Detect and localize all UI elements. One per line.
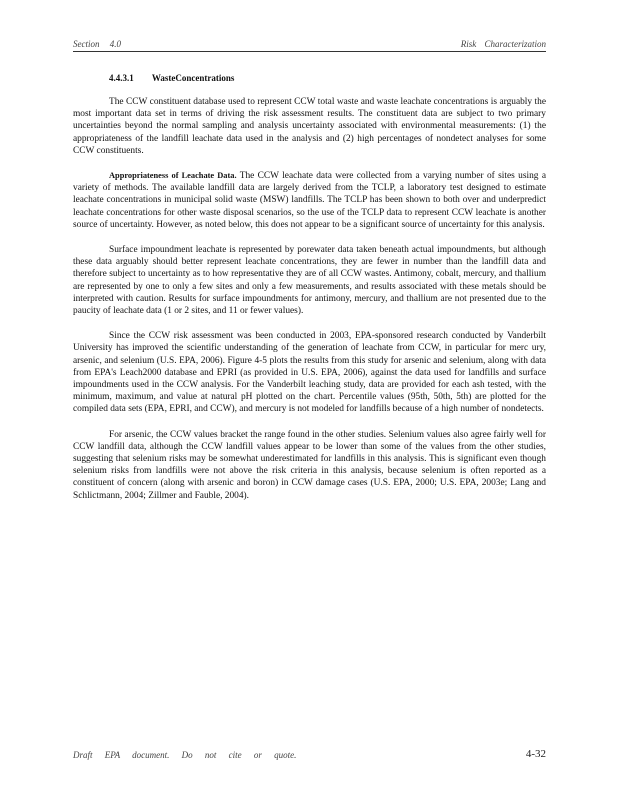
paragraph-text: The CCW leachate data were collected from a varying number of sites using a variety of methods. The available landfill data are largely derived from the TCLP, a laboratory test designed to estimate leachate concentrations in municipal solid waste (MSW) landfills. The TCLP has been shown to both over and underpredict leachate concentrations for other waste disposal scenarios, so the use of the TCLP data to represent CCW leachate is another source of uncertainty. However, as noted below, this does not appear to be a significant source of uncertainty for this analysis. <box>73 171 546 230</box>
section-heading <box>109 73 234 83</box>
header-chapter-title: Risk Characterization <box>460 39 546 49</box>
paragraph: The CCW constituent database used to represent CCW total waste and waste leachate concentrations is arguably the most important data set in terms of driving the risk assessment results. The constituent data are subject to two primary uncertainties beyond the normal sampling and analysis uncertainty associated with environmental measurements: (1) the appropriateness of the landfill leachate data used in the analysis and (2) high percentages of nondetect analyses for some CCW constituents. <box>73 97 546 156</box>
body-text <box>73 96 546 515</box>
page-number: 4-32 <box>525 748 546 760</box>
section-title: WasteConcentrations <box>151 73 235 83</box>
section-number: 4.4.3.1 <box>109 73 134 83</box>
header-section-label: Section 4.0 <box>73 39 121 49</box>
page-header <box>73 37 546 52</box>
paragraph: For arsenic, the CCW values bracket the range found in the other studies. Selenium values also agree fairly well for CCW landfill data, although the CCW landfill values appear to be lower than some of the values from the other studies, suggesting that selenium risks may be somewhat underestimated for landfills in this analysis. This is significant even though selenium risks from landfills were not above the risk criteria in this analysis, because selenium is often reported as a constituent of concern (along with arsenic and boron) in CCW damage cases (U.S. EPA, 2000; U.S. EPA, 2003e; Lang and Schlictmann, 2004; Zillmer and Fauble, 2004). <box>73 429 546 501</box>
paragraph <box>73 170 546 231</box>
run-in-heading: Appropriateness of Leachate Data. <box>109 171 237 181</box>
draft-notice: Draft EPA document. Do not cite or quote. <box>73 750 297 760</box>
paragraph: Since the CCW risk assessment was been conducted in 2003, EPA-sponsored research conducted by Vanderbilt University has improved the scientific understanding of the generation of leachate from CCW, in particular for merc ury, arsenic, and selenium (U.S. EPA, 2006). Figure 4-5 plots the results from this study for arsenic and selenium, along with data from EPA's Leach2000 database and EPRI (as provided in U.S. EPA, 2006), against the data used for landfills and surface impoundments used in the CCW analysis. For the Vanderbilt leaching study, data are provided for each ash tested, with the minimum, maximum, and value at natural pH plotted on the chart. Percentile values (95th, 50th, 5th) are plotted for the compiled data sets (EPA, EPRI, and CCW), and mercury is not modeled for landfills because of a high number of nondetects. <box>73 331 546 415</box>
page-footer <box>73 750 546 764</box>
paragraph: Surface impoundment leachate is represented by porewater data taken beneath actual impoundments, but although these data arguably should better represent leachate concentrations, they are fewer in number than the landfill data and therefore subject to uncertainty as to how representative they are of all CCW wastes. Antimony, cobalt, mercury, and thallium are represented by one to only a few sites and only a few measurements, and results associated with these metals should be interpreted with caution. Results for surface impoundments for antimony, mercury, and thallium are not presented due to the paucity of leachate data (1 or 2 sites, and 11 or fewer values). <box>73 245 546 317</box>
